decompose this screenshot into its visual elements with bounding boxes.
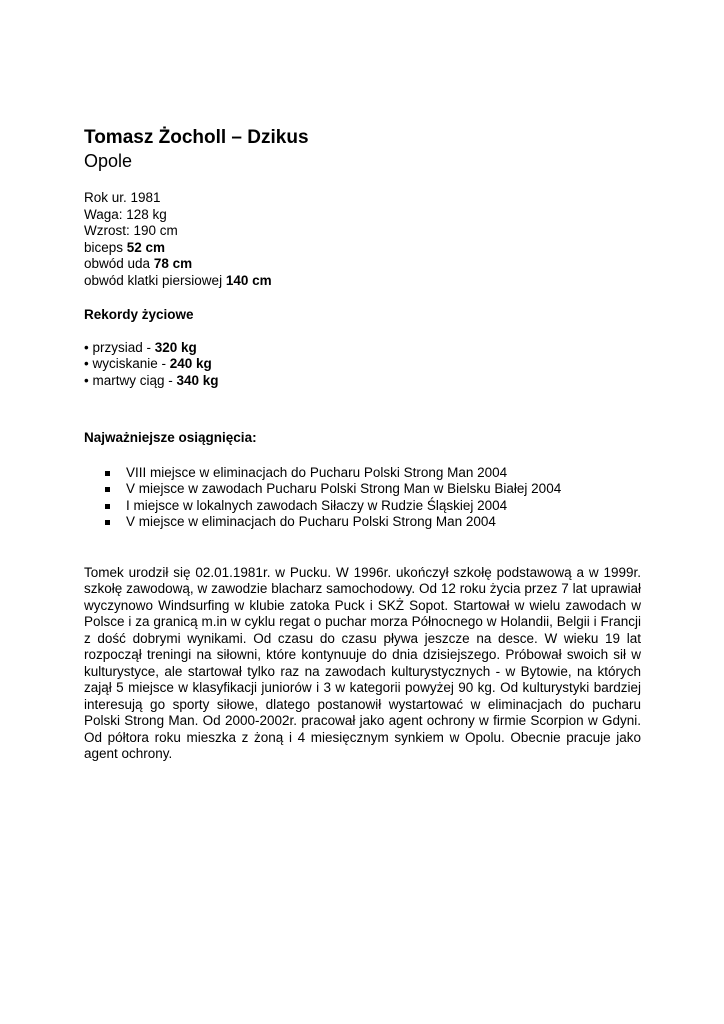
record-bench (84, 356, 641, 373)
list-item (105, 465, 641, 482)
record-squat (84, 340, 641, 357)
records-block (84, 340, 641, 390)
athlete-city: Opole (84, 151, 133, 171)
bench-value: 240 kg (169, 356, 212, 371)
list-item (105, 498, 641, 515)
chest-value: 140 cm (225, 272, 272, 288)
achievement-text: VIII miejsce w eliminacjach do Pucharu Polski Strong Man 2004 (126, 464, 508, 480)
deadlift-label: • martwy ciąg - (84, 372, 177, 388)
chest-label: obwód klatki piersiowej (84, 272, 226, 288)
square-bullet-icon (105, 504, 110, 509)
list-item (105, 514, 641, 531)
thigh-line (84, 256, 641, 273)
thigh-value: 78 cm (153, 256, 193, 271)
thigh-label: obwód uda (84, 256, 154, 271)
biography-paragraph: Tomek urodził się 02.01.1981r. w Pucku. W 1996r. ukończył szkołę podstawową a w 1999r. szkołę zawodową, w zawodzie blacharz samochodowy. Od 12 roku życia przez 7 lat uprawiał wyczynowo Windsurfing w klubie zatoka Puck i SKŻ Sopot. Startował w wielu zawodach w Polsce i za granicą m.in w cyklu regat o puchar morza Północnego w Holandii, Belgii i Francji z dość dobrymi wynikami. Od czasu do czasu pływa jeszcze na desce. W wieku 19 lat rozpoczął treningi na siłowni, które kontynuuje do dnia dzisiejszego. Próbował swoich sił w kulturystyce, ale startował tylko raz na zawodach kulturystycznych - w Bytowie, na których zajął 5 miejsce w klasyfikacji juniorów i 3 w kategorii powyżej 90 kg. Od kulturystyki bardziej interesują go sporty siłowe, dlatego postanowił wystartować w eliminacjach do pucharu Polski Strong Man. Od 2000-2002r. pracował jako agent ochrony w firmie Scorpion w Gdyni. Od półtora roku mieszka z żoną i 4 miesięcznym synkiem w Opolu. Obecnie pracuje jako agent ochrony. (84, 564, 641, 761)
achievement-text: I miejsce w lokalnych zawodach Siłaczy w Rudzie Śląskiej 2004 (126, 497, 508, 513)
achievements-list (84, 465, 641, 531)
biceps-line (84, 240, 641, 257)
weight: Waga: 128 kg (84, 206, 167, 222)
achievement-text: V miejsce w zawodach Pucharu Polski Strong Man w Bielsku Białej 2004 (126, 481, 562, 496)
stats-block (84, 190, 641, 289)
document-page (84, 126, 641, 763)
deadlift-value: 340 kg (176, 372, 219, 388)
squat-label: • przysiad - (84, 339, 155, 355)
squat-value: 320 kg (154, 339, 197, 355)
achievement-text: V miejsce w eliminacjach do Pucharu Polski Strong Man 2004 (126, 514, 496, 529)
square-bullet-icon (105, 520, 110, 525)
record-deadlift (84, 373, 641, 390)
achievements-heading: Najważniejsze osiągnięcia: (84, 430, 257, 445)
square-bullet-icon (105, 471, 110, 476)
chest-line (84, 273, 641, 290)
birth-year: Rok ur. 1981 (84, 190, 161, 205)
list-item (105, 481, 641, 498)
biceps-label: biceps (84, 239, 127, 255)
square-bullet-icon (105, 487, 110, 492)
biceps-value: 52 cm (126, 239, 166, 255)
bench-label: • wyciskanie - (84, 356, 170, 371)
height: Wzrost: 190 cm (84, 223, 178, 238)
athlete-name: Tomasz Żocholl – Dzikus (84, 127, 309, 148)
records-heading: Rekordy życiowe (84, 307, 194, 322)
